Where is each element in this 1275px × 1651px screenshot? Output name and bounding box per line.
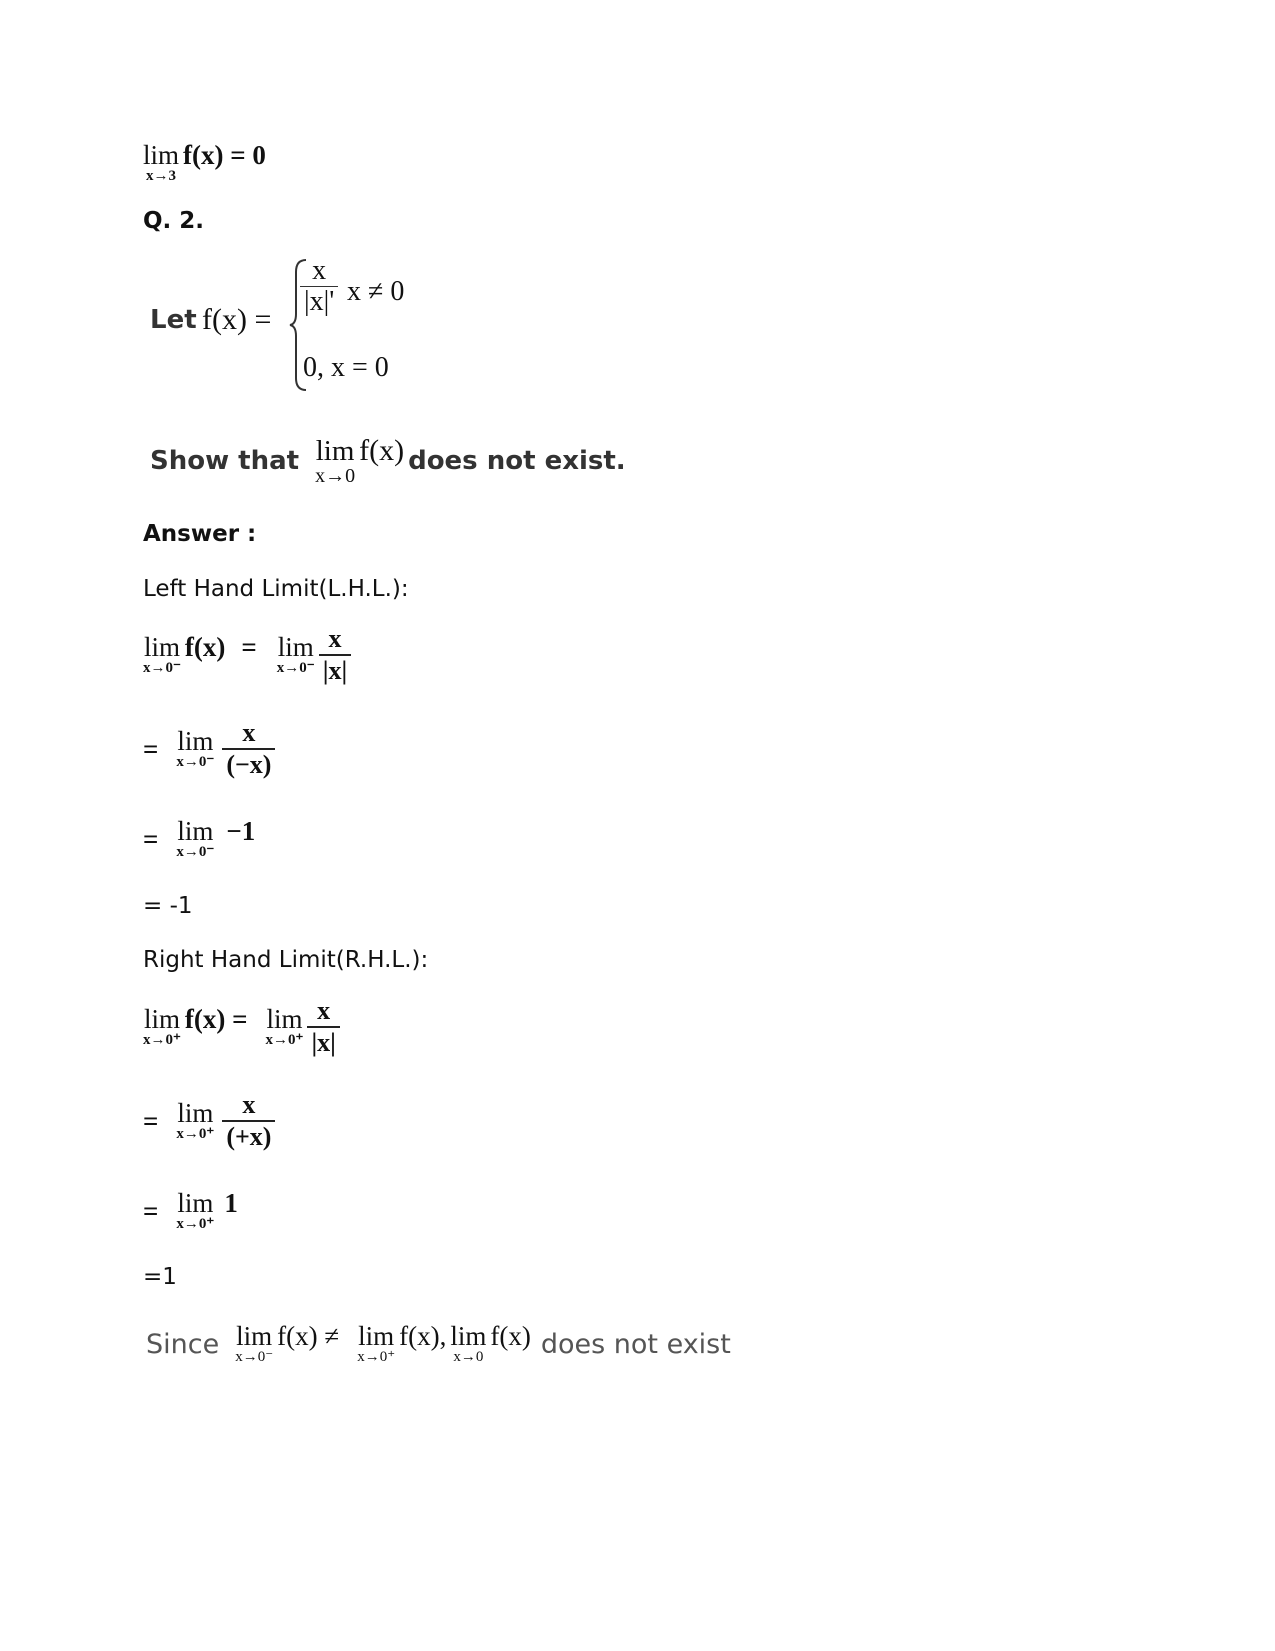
- piecewise-definition: Let f(x) = $\frac{x}{|x|'}$ x ≠ 0 0, x = 0: [150, 256, 450, 396]
- lhl-step-2: = lim x→0⁻ $\frac{x}{(-x)}$: [143, 718, 279, 780]
- rhl-step-2: = lim x→0⁺ $\frac{x}{(+x)}$: [143, 1090, 279, 1152]
- rhl-step-3: = lim x→0⁺ 1: [143, 1187, 238, 1232]
- rhl-step-1: lim x→0⁺ f(x) = lim x→0⁺ $\frac{x}{|x|}$: [143, 996, 344, 1058]
- lhl-step-3: = lim x→0⁻ −1: [143, 815, 256, 860]
- lhl-heading: Left Hand Limit(L.H.L.):: [143, 576, 409, 602]
- question-number: Q. 2.: [143, 208, 205, 234]
- top-limit-equation: lim x→3 f(x) = 0: [143, 139, 266, 184]
- rhl-result: =1: [143, 1264, 177, 1290]
- lhl-step-1: lim x→0⁻ f(x) = lim x→0⁻ $\frac{x}{|x|}$: [143, 624, 355, 686]
- limit-operator: lim x→0: [315, 435, 356, 487]
- answer-label: Answer :: [143, 521, 257, 547]
- rhl-heading: Right Hand Limit(R.H.L.):: [143, 947, 429, 973]
- conclusion: Since lim x→0⁻ f(x) ≠ lim x→0⁺ f(x), lim x→0 f(x) does not exist: [146, 1320, 731, 1365]
- case-fraction: $\frac{x}{|x|'}$: [300, 256, 338, 317]
- problem-statement: Show that lim x→0 f(x) does not exist.: [150, 434, 626, 487]
- limit-operator: lim x→3: [143, 140, 180, 184]
- lhl-result: = -1: [143, 893, 193, 919]
